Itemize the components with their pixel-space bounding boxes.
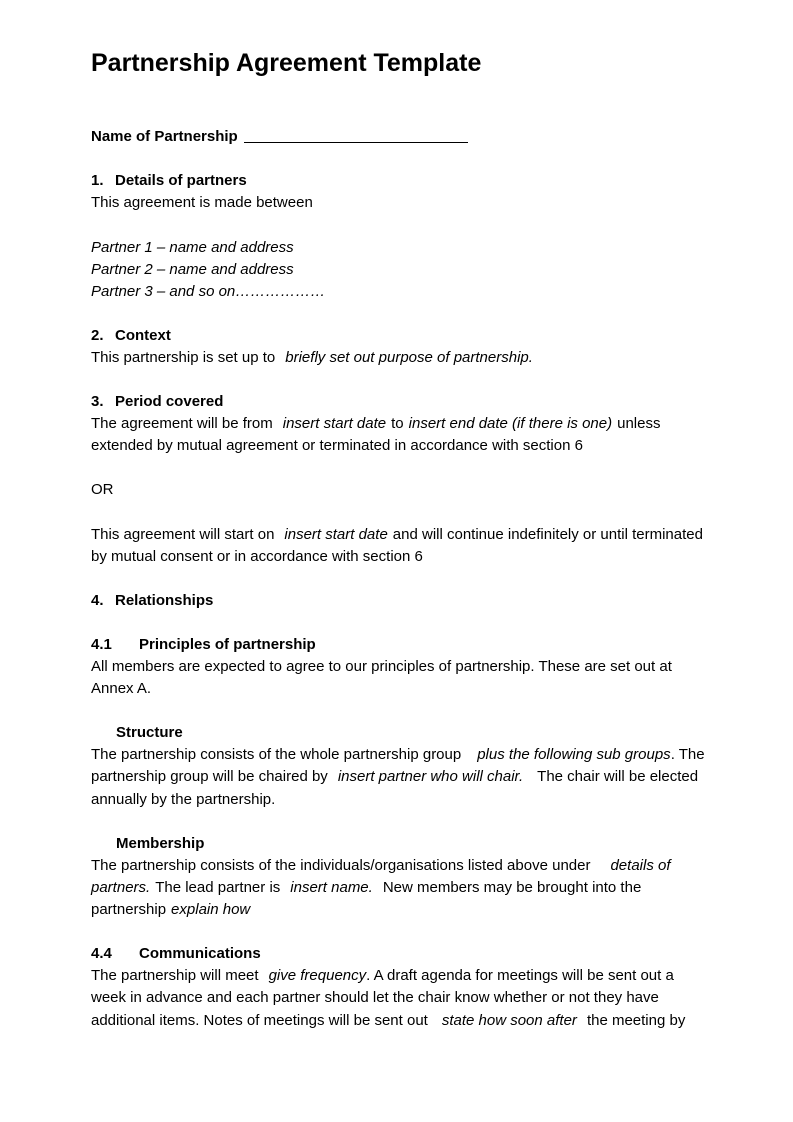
section-2-number: 2. bbox=[91, 327, 104, 344]
section-4-number: 4. bbox=[91, 592, 104, 609]
page-title: Partnership Agreement Template bbox=[91, 49, 482, 77]
section-4-1-heading bbox=[91, 634, 316, 656]
section-4-4-line-3 bbox=[91, 1010, 685, 1032]
structure-line-2 bbox=[91, 766, 698, 788]
section-3-text-d: and will continue indefinitely or until terminated bbox=[392, 526, 703, 543]
section-3-number: 3. bbox=[91, 393, 104, 410]
purpose-placeholder: briefly set out purpose of partnership. bbox=[285, 349, 533, 366]
structure-text-d: The chair will be elected bbox=[537, 768, 699, 785]
section-4-4-number: 4.4 bbox=[91, 945, 112, 962]
section-4-4-text-d: the meeting by bbox=[586, 1012, 686, 1029]
name-of-partnership-blank[interactable] bbox=[244, 128, 468, 143]
partners-placeholder: partners. bbox=[91, 879, 151, 896]
section-1-title: Details of partners bbox=[115, 172, 247, 189]
section-3-line-3 bbox=[91, 524, 703, 546]
section-1-number: 1. bbox=[91, 172, 104, 189]
section-2-heading bbox=[91, 325, 171, 347]
chair-placeholder: insert partner who will chair. bbox=[337, 768, 524, 785]
structure-text-c: partnership group will be chaired by bbox=[91, 768, 328, 785]
how-soon-placeholder: state how soon after bbox=[441, 1012, 577, 1029]
membership-text-a: The partnership consists of the individuals/organisations listed above under bbox=[91, 857, 591, 874]
section-4-4-line-2: week in advance and each partner should let the chair know whether or not they have bbox=[91, 989, 659, 1006]
membership-line-3 bbox=[91, 899, 250, 921]
section-4-1-line-1: All members are expected to agree to our principles of partnership. These are set out at bbox=[91, 658, 672, 675]
details-of-placeholder: details of bbox=[610, 857, 671, 874]
start-date-placeholder: insert start date bbox=[282, 415, 387, 432]
section-2-line-1 bbox=[91, 347, 533, 369]
end-date-placeholder: insert end date (if there is one) bbox=[408, 415, 613, 432]
structure-line-1 bbox=[91, 744, 705, 766]
section-4-4-heading bbox=[91, 943, 261, 965]
partner-1-line: Partner 1 – name and address bbox=[91, 239, 294, 256]
section-2-title: Context bbox=[115, 327, 171, 344]
section-4-1-number: 4.1 bbox=[91, 636, 112, 653]
section-3-text-to: to bbox=[391, 415, 404, 432]
section-4-4-text-a: The partnership will meet bbox=[91, 967, 259, 984]
section-3-line-2: extended by mutual agreement or terminated in accordance with section 6 bbox=[91, 437, 583, 454]
structure-text-b: . The bbox=[670, 746, 705, 763]
name-of-partnership-label: Name of Partnership bbox=[91, 128, 238, 145]
section-4-4-text-b: . A draft agenda for meetings will be sent out a bbox=[366, 967, 674, 984]
section-3-line-1 bbox=[91, 413, 660, 435]
sub-groups-placeholder: plus the following sub groups bbox=[477, 746, 671, 763]
section-3-text-a: The agreement will be from bbox=[91, 415, 273, 432]
section-4-title: Relationships bbox=[115, 592, 214, 609]
membership-line-1 bbox=[91, 855, 671, 877]
section-4-4-line-1 bbox=[91, 965, 674, 987]
section-4-heading bbox=[91, 590, 213, 612]
lead-partner-placeholder: insert name. bbox=[290, 879, 373, 896]
membership-heading: Membership bbox=[116, 835, 205, 852]
section-1-heading bbox=[91, 170, 247, 192]
structure-text-a: The partnership consists of the whole partnership group bbox=[91, 746, 462, 763]
section-4-1-line-2: Annex A. bbox=[91, 680, 152, 697]
section-3-line-4: by mutual consent or in accordance with section 6 bbox=[91, 548, 423, 565]
name-of-partnership-line bbox=[91, 126, 468, 148]
section-4-4-text-c: additional items. Notes of meetings will be sent out bbox=[91, 1012, 428, 1029]
section-2-text: This partnership is set up to bbox=[91, 349, 276, 366]
section-4-1-title: Principles of partnership bbox=[139, 636, 316, 653]
section-3-heading bbox=[91, 391, 223, 413]
start-date-placeholder-2: insert start date bbox=[284, 526, 388, 543]
section-3-title: Period covered bbox=[115, 393, 224, 410]
partner-2-line: Partner 2 – name and address bbox=[91, 261, 294, 278]
section-1-line-1: This agreement is made between bbox=[91, 194, 313, 211]
partner-3-line: Partner 3 – and so on……………… bbox=[91, 283, 326, 300]
structure-heading: Structure bbox=[116, 724, 183, 741]
membership-text-d: partnership bbox=[91, 901, 167, 918]
structure-line-3: annually by the partnership. bbox=[91, 791, 276, 808]
section-4-4-title: Communications bbox=[139, 945, 261, 962]
section-3-text-unless: unless bbox=[617, 415, 661, 432]
section-3-or: OR bbox=[91, 481, 114, 498]
explain-how-placeholder: explain how bbox=[171, 901, 251, 918]
section-3-text-c: This agreement will start on bbox=[91, 526, 275, 543]
membership-line-2 bbox=[91, 877, 641, 899]
membership-text-b: The lead partner is bbox=[155, 879, 281, 896]
membership-text-c: New members may be brought into the bbox=[382, 879, 642, 896]
frequency-placeholder: give frequency bbox=[268, 967, 367, 984]
